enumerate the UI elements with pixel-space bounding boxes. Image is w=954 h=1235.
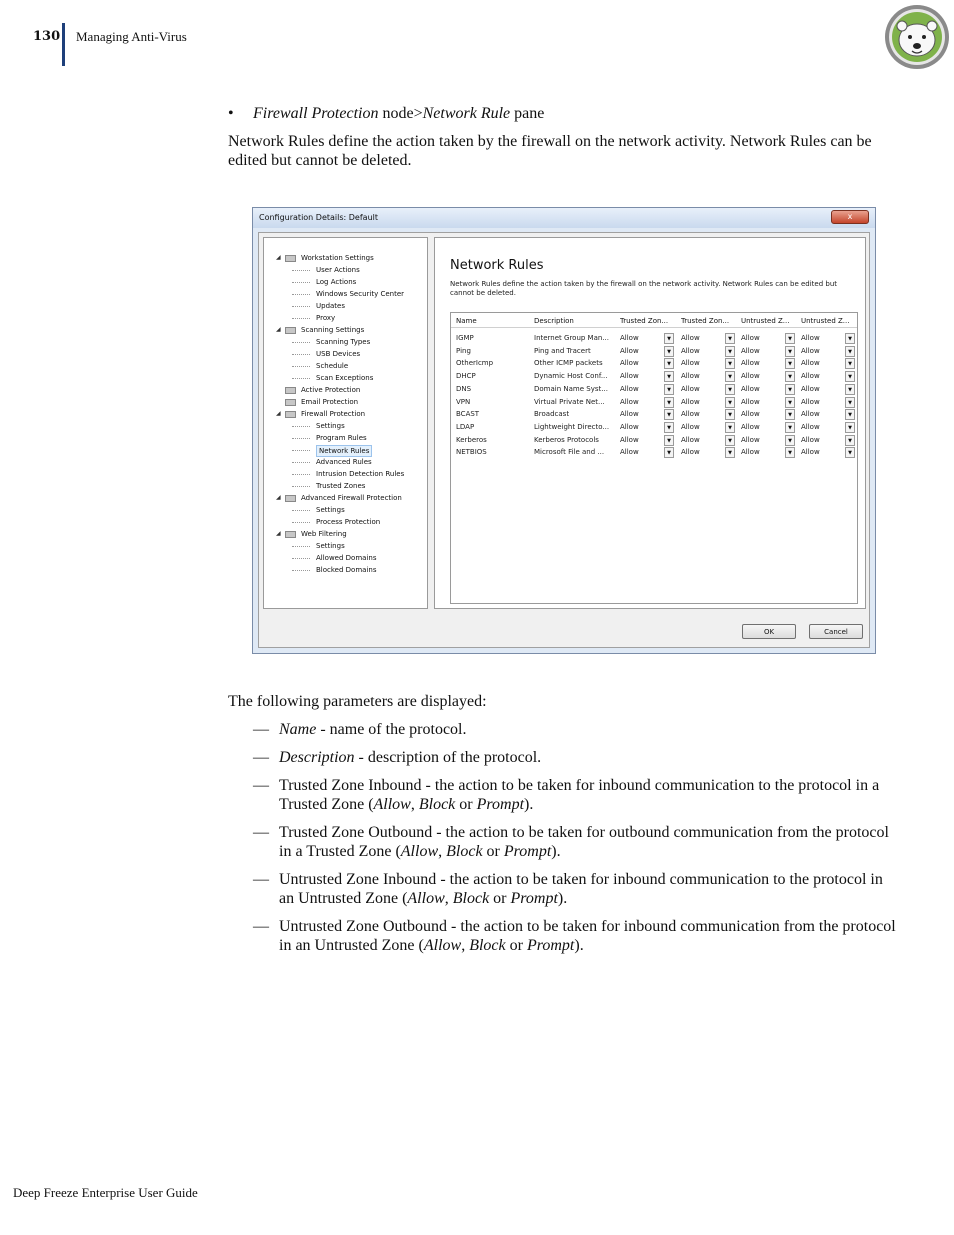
rule-action-value[interactable]: Allow — [801, 384, 820, 393]
tree-connector — [292, 546, 310, 547]
tree-item[interactable] — [264, 540, 429, 552]
column-header-name[interactable]: Name — [456, 317, 477, 325]
rule-name: LDAP — [456, 422, 475, 431]
rule-action-value[interactable]: Allow — [741, 372, 760, 381]
settings-node-icon — [285, 495, 296, 502]
tree-item[interactable] — [264, 468, 429, 480]
rule-action-value[interactable]: Allow — [741, 397, 760, 406]
tree-connector — [292, 462, 310, 463]
option-allow: Allow — [423, 937, 462, 954]
dash-mark: — — [253, 871, 269, 888]
option-prompt: Prompt — [526, 937, 575, 954]
tree-item-label: USB Devices — [316, 350, 361, 358]
param-item-untrusted-outbound — [228, 917, 896, 955]
configuration-dialog — [252, 207, 876, 654]
cancel-button[interactable]: Cancel — [809, 624, 863, 639]
rule-action-value[interactable]: Allow — [681, 435, 700, 444]
dropdown-arrow-icon[interactable]: ▼ — [664, 435, 674, 446]
rule-name: IGMP — [456, 334, 474, 342]
pane-description: Network Rules define the action taken by the firewall on the network activity. Network Rules can be edited but cannot be deleted. — [450, 280, 838, 297]
column-header-untrusted-outbound[interactable]: Untrusted Z... — [801, 317, 850, 325]
option-prompt: Prompt — [503, 843, 552, 860]
rule-action-value[interactable]: Allow — [681, 334, 700, 342]
tree-connector — [292, 366, 310, 367]
tree-item-label: Trusted Zones — [316, 482, 366, 490]
dropdown-arrow-icon[interactable]: ▼ — [785, 435, 795, 446]
footer-text: Deep Freeze Enterprise User Guide — [13, 1185, 198, 1200]
settings-node-icon — [285, 387, 296, 394]
tree-connector — [292, 270, 310, 271]
dropdown-arrow-icon[interactable]: ▼ — [725, 371, 735, 382]
table-row[interactable] — [451, 370, 857, 383]
option-prompt: Prompt — [510, 890, 558, 907]
param-end: ). — [574, 937, 584, 954]
rule-action-value[interactable]: Allow — [620, 384, 639, 393]
rule-action-value[interactable]: Allow — [620, 334, 639, 342]
expand-arrow-icon[interactable]: ◢ — [276, 530, 281, 537]
option-sep: , — [438, 843, 447, 860]
dash-mark: — — [253, 824, 269, 841]
rule-description: Lightweight Directo... — [534, 422, 610, 431]
tree-item[interactable] — [264, 312, 429, 324]
rule-action-value[interactable]: Allow — [681, 359, 700, 368]
table-row[interactable] — [451, 421, 857, 434]
table-row[interactable] — [451, 446, 857, 459]
rule-action-value[interactable]: Allow — [681, 384, 700, 393]
rule-name: Kerberos — [456, 435, 487, 444]
expand-arrow-icon[interactable]: ◢ — [276, 326, 281, 333]
param-lead: Trusted Zone Inbound — [279, 777, 422, 794]
rule-action-value[interactable]: Allow — [620, 397, 639, 406]
tree-connector — [292, 282, 310, 283]
polar-bear-logo-icon — [883, 3, 951, 71]
tree-connector — [292, 474, 310, 475]
dialog-body — [258, 232, 870, 648]
tree-connector — [292, 306, 310, 307]
rule-action-value[interactable]: Allow — [620, 422, 639, 431]
tree-item[interactable] — [264, 264, 429, 276]
rule-description: Virtual Private Net... — [534, 397, 605, 406]
rule-action-value[interactable]: Allow — [801, 334, 820, 342]
tree-item-label: Scanning Settings — [301, 326, 365, 334]
tree-item-label: Settings — [316, 422, 345, 430]
tree-item-label: Advanced Firewall Protection — [301, 494, 402, 502]
column-header-trusted-outbound[interactable]: Trusted Zon... — [681, 317, 730, 325]
tree-item-label: Workstation Settings — [301, 254, 374, 262]
option-sep: , — [410, 796, 419, 813]
rule-action-value[interactable]: Allow — [620, 372, 639, 381]
dropdown-arrow-icon[interactable]: ▼ — [725, 358, 735, 369]
settings-node-icon — [285, 327, 296, 334]
dropdown-arrow-icon[interactable]: ▼ — [664, 346, 674, 357]
rule-action-value[interactable]: Allow — [741, 346, 760, 355]
tree-item-label: Windows Security Center — [316, 290, 405, 298]
tree-item-label: Firewall Protection — [301, 410, 366, 418]
tree-item-label: Intrusion Detection Rules — [316, 470, 405, 478]
option-allow: Allow — [373, 796, 411, 813]
dropdown-arrow-icon[interactable]: ▼ — [845, 435, 855, 446]
dropdown-arrow-icon[interactable]: ▼ — [725, 435, 735, 446]
rule-action-value[interactable]: Allow — [681, 410, 700, 419]
option-or: or — [455, 796, 477, 813]
tree-item[interactable] — [264, 372, 429, 384]
tree-item-label: Settings — [316, 506, 345, 514]
tree-connector — [292, 426, 310, 427]
expand-arrow-icon[interactable]: ◢ — [276, 254, 281, 261]
tree-item[interactable] — [264, 480, 429, 492]
param-lead: Name — [279, 721, 317, 738]
tree-item-label: Blocked Domains — [316, 566, 377, 574]
table-row[interactable] — [451, 408, 857, 421]
option-sep: , — [461, 937, 470, 954]
option-prompt: Prompt — [476, 796, 525, 813]
intro-section — [228, 104, 896, 170]
intro-paragraph: Network Rules define the action taken by the firewall on the network activity. Network Rules can be edited but cannot be deleted. — [228, 133, 872, 169]
dropdown-arrow-icon[interactable]: ▼ — [664, 397, 674, 408]
tree-item[interactable] — [264, 396, 429, 408]
dropdown-arrow-icon[interactable]: ▼ — [785, 358, 795, 369]
rule-action-value[interactable]: Allow — [620, 359, 639, 368]
dropdown-arrow-icon[interactable]: ▼ — [725, 422, 735, 433]
tree-connector — [292, 438, 310, 439]
column-header-untrusted-inbound[interactable]: Untrusted Z... — [741, 317, 790, 325]
parameters-intro: The following parameters are displayed: — [228, 693, 487, 710]
rule-action-value[interactable]: Allow — [620, 410, 639, 419]
tree-item-label: Advanced Rules — [316, 458, 372, 466]
param-item-trusted-inbound — [228, 776, 896, 814]
tree-item[interactable] — [264, 420, 429, 432]
rule-action-value[interactable]: Allow — [801, 448, 820, 457]
rule-action-value[interactable]: Allow — [801, 346, 820, 355]
column-header-description[interactable]: Description — [534, 317, 574, 325]
settings-tree-pane — [263, 237, 428, 609]
option-sep: , — [444, 890, 453, 907]
tree-item[interactable] — [264, 288, 429, 300]
rule-name: DNS — [456, 384, 472, 393]
settings-node-icon — [285, 399, 296, 406]
option-block: Block — [469, 937, 506, 954]
dash-mark: — — [253, 918, 269, 935]
dropdown-arrow-icon[interactable]: ▼ — [785, 384, 795, 395]
rule-action-value[interactable]: Allow — [681, 372, 700, 381]
option-block: Block — [418, 796, 456, 813]
dialog-titlebar — [253, 208, 875, 228]
table-row[interactable] — [451, 383, 857, 396]
bullet-italic-1: Firewall Protection — [253, 105, 379, 122]
param-end: ). — [524, 796, 534, 813]
expand-arrow-icon[interactable]: ◢ — [276, 410, 281, 417]
dropdown-arrow-icon[interactable]: ▼ — [845, 409, 855, 420]
header-divider — [62, 23, 65, 66]
rule-name: VPN — [456, 397, 471, 406]
bullet-text-1: node> — [378, 105, 423, 122]
tree-item-label: Scan Exceptions — [316, 374, 374, 382]
table-row[interactable] — [451, 345, 857, 358]
tree-item[interactable] — [264, 444, 429, 456]
dash-mark: — — [253, 721, 269, 738]
param-text: - the action to be taken for outbound communication from the protocol in a Trusted Zone ( — [279, 824, 889, 860]
dropdown-arrow-icon[interactable]: ▼ — [725, 397, 735, 408]
dropdown-arrow-icon[interactable]: ▼ — [785, 397, 795, 408]
tree-connector — [292, 486, 310, 487]
section-title: Managing Anti-Virus — [76, 29, 187, 44]
tree-item[interactable] — [264, 552, 429, 564]
dropdown-arrow-icon[interactable]: ▼ — [664, 333, 674, 344]
param-text: - name of the protocol. — [316, 721, 467, 738]
tree-item[interactable] — [264, 360, 429, 372]
tree-item-label: Proxy — [316, 314, 336, 322]
param-text: - the action to be taken for inbound communication to the protocol in a Trusted Zone ( — [279, 777, 880, 813]
rule-action-value[interactable]: Allow — [741, 384, 760, 393]
settings-node-icon — [285, 411, 296, 418]
tree-item[interactable] — [264, 276, 429, 288]
tree-item-label: Web Filtering — [301, 530, 347, 538]
tree-item-label: Log Actions — [316, 278, 357, 286]
rule-action-value[interactable]: Allow — [741, 422, 760, 431]
tree-item[interactable] — [264, 300, 429, 312]
dropdown-arrow-icon[interactable]: ▼ — [845, 447, 855, 458]
pane-title: Network Rules — [450, 258, 544, 273]
column-header-trusted-inbound[interactable]: Trusted Zon... — [620, 317, 669, 325]
dropdown-arrow-icon[interactable]: ▼ — [664, 384, 674, 395]
param-lead: Untrusted Zone Outbound — [279, 918, 447, 935]
param-text: - the action to be taken for inbound communication to the protocol in an Untrusted Zone ( — [279, 871, 883, 907]
dropdown-arrow-icon[interactable]: ▼ — [664, 409, 674, 420]
tree-connector — [292, 294, 310, 295]
rule-action-value[interactable]: Allow — [620, 346, 639, 355]
tree-connector — [292, 558, 310, 559]
param-lead: Untrusted Zone Inbound — [279, 871, 437, 888]
settings-node-icon — [285, 531, 296, 538]
dropdown-arrow-icon[interactable]: ▼ — [785, 371, 795, 382]
tree-item[interactable] — [264, 492, 429, 504]
tree-item-label: Allowed Domains — [316, 554, 377, 562]
tree-item[interactable] — [264, 528, 429, 540]
tree-connector — [292, 354, 310, 355]
rule-name: BCAST — [456, 410, 480, 419]
tree-item[interactable] — [264, 432, 429, 444]
rule-action-value[interactable]: Allow — [741, 410, 760, 419]
rule-action-value[interactable]: Allow — [681, 346, 700, 355]
param-lead: Description — [279, 749, 355, 766]
rule-name: Ping — [456, 346, 471, 355]
option-allow: Allow — [400, 843, 439, 860]
tree-connector — [292, 318, 310, 319]
rule-description: Ping and Tracert — [534, 346, 591, 355]
table-row[interactable] — [451, 332, 857, 345]
tree-connector — [292, 342, 310, 343]
rule-description: Other ICMP packets — [534, 359, 603, 368]
network-rules-grid — [450, 312, 858, 604]
option-or: or — [489, 890, 511, 907]
rule-action-value[interactable]: Allow — [801, 422, 820, 431]
param-end: ). — [551, 843, 561, 860]
tree-item-label: Process Protection — [316, 518, 381, 526]
rule-action-value[interactable]: Allow — [801, 359, 820, 368]
tree-item[interactable] — [264, 564, 429, 576]
rule-name: OtherIcmp — [456, 359, 494, 368]
option-or: or — [482, 843, 504, 860]
table-row[interactable] — [451, 434, 857, 447]
expand-arrow-icon[interactable]: ◢ — [276, 494, 281, 501]
table-row[interactable] — [451, 396, 857, 409]
ok-button[interactable]: OK — [742, 624, 796, 639]
tree-item-label: User Actions — [316, 266, 360, 274]
parameters-section — [228, 692, 896, 955]
dropdown-arrow-icon[interactable]: ▼ — [664, 358, 674, 369]
tree-item[interactable] — [264, 384, 429, 396]
option-block: Block — [452, 890, 490, 907]
tree-item-label: Scanning Types — [316, 338, 371, 346]
tree-connector — [292, 378, 310, 379]
dialog-title: Configuration Details: Default — [259, 213, 378, 222]
dropdown-arrow-icon[interactable]: ▼ — [725, 409, 735, 420]
bullet-item — [228, 104, 896, 123]
dropdown-arrow-icon[interactable]: ▼ — [785, 422, 795, 433]
tree-item-label: Program Rules — [316, 434, 367, 442]
bullet-dot: • — [228, 105, 234, 122]
rule-action-value[interactable]: Allow — [801, 435, 820, 444]
rule-description: Broadcast — [534, 410, 570, 419]
dropdown-arrow-icon[interactable]: ▼ — [725, 447, 735, 458]
tree-item[interactable] — [264, 456, 429, 468]
tree-item[interactable] — [264, 252, 429, 264]
dropdown-arrow-icon[interactable]: ▼ — [785, 333, 795, 344]
tree-connector — [292, 450, 310, 451]
param-lead: Trusted Zone Outbound — [279, 824, 433, 841]
tree-item-label: Active Protection — [301, 386, 361, 394]
close-button[interactable]: x — [831, 210, 869, 224]
rule-description: Dynamic Host Conf... — [534, 372, 608, 381]
rule-description: Kerberos Protocols — [534, 435, 599, 444]
rule-action-value[interactable]: Allow — [620, 435, 639, 444]
dash-mark: — — [253, 749, 269, 766]
settings-tree — [264, 252, 429, 576]
rule-action-value[interactable]: Allow — [620, 448, 639, 457]
rule-action-value[interactable]: Allow — [741, 448, 760, 457]
bullet-text-2: pane — [510, 105, 545, 122]
tree-item[interactable] — [264, 348, 429, 360]
dropdown-arrow-icon[interactable]: ▼ — [785, 409, 795, 420]
param-item-untrusted-inbound — [228, 870, 896, 908]
param-text: - the action to be taken for inbound communication from the protocol in an Untrusted Zone ( — [279, 918, 896, 954]
param-item-description — [228, 748, 896, 767]
tree-item[interactable] — [264, 504, 429, 516]
tree-connector — [292, 570, 310, 571]
rule-description: Domain Name Syst... — [534, 384, 608, 393]
param-text: - description of the protocol. — [354, 749, 542, 766]
rule-action-value[interactable]: Allow — [681, 448, 700, 457]
network-rules-pane — [434, 237, 866, 609]
tree-item-label: Schedule — [316, 362, 349, 370]
rule-action-value[interactable]: Allow — [801, 410, 820, 419]
tree-item[interactable] — [264, 516, 429, 528]
rule-name: DHCP — [456, 372, 476, 381]
tree-item[interactable] — [264, 408, 429, 420]
param-item-trusted-outbound — [228, 823, 896, 861]
tree-item-label: Settings — [316, 542, 345, 550]
dropdown-arrow-icon[interactable]: ▼ — [785, 447, 795, 458]
option-or: or — [505, 937, 527, 954]
tree-item-label: Network Rules — [316, 445, 372, 457]
rule-action-value[interactable]: Allow — [801, 372, 820, 381]
tree-item-label: Email Protection — [301, 398, 359, 406]
tree-connector — [292, 522, 310, 523]
dropdown-arrow-icon[interactable]: ▼ — [845, 384, 855, 395]
rule-action-value[interactable]: Allow — [741, 435, 760, 444]
param-item-name — [228, 720, 896, 739]
option-block: Block — [446, 843, 483, 860]
dropdown-arrow-icon[interactable]: ▼ — [845, 358, 855, 369]
dash-mark: — — [253, 777, 269, 794]
page-number: 130 — [33, 29, 61, 44]
settings-node-icon — [285, 255, 296, 262]
tree-item[interactable] — [264, 336, 429, 348]
param-end: ). — [557, 890, 568, 907]
dropdown-arrow-icon[interactable]: ▼ — [785, 346, 795, 357]
dropdown-arrow-icon[interactable]: ▼ — [725, 346, 735, 357]
dropdown-arrow-icon[interactable]: ▼ — [664, 447, 674, 458]
rule-action-value[interactable]: Allow — [681, 422, 700, 431]
dropdown-arrow-icon[interactable]: ▼ — [725, 333, 735, 344]
table-row[interactable] — [451, 357, 857, 370]
option-allow: Allow — [407, 890, 445, 907]
tree-item-label: Updates — [316, 302, 345, 310]
dropdown-arrow-icon[interactable]: ▼ — [664, 422, 674, 433]
grid-header — [451, 313, 857, 328]
dropdown-arrow-icon[interactable]: ▼ — [845, 333, 855, 344]
rule-action-value[interactable]: Allow — [741, 334, 760, 342]
rule-description: Internet Group Man... — [534, 334, 609, 342]
dropdown-arrow-icon[interactable]: ▼ — [845, 371, 855, 382]
rule-description: Microsoft File and ... — [534, 448, 605, 457]
rule-action-value[interactable]: Allow — [801, 397, 820, 406]
bullet-italic-2: Network Rule — [422, 105, 511, 122]
dropdown-arrow-icon[interactable]: ▼ — [845, 422, 855, 433]
dropdown-arrow-icon[interactable]: ▼ — [725, 384, 735, 395]
rule-name: NETBIOS — [456, 448, 487, 457]
rule-action-value[interactable]: Allow — [681, 397, 700, 406]
dropdown-arrow-icon[interactable]: ▼ — [845, 346, 855, 357]
dropdown-arrow-icon[interactable]: ▼ — [845, 397, 855, 408]
rule-action-value[interactable]: Allow — [741, 359, 760, 368]
tree-connector — [292, 510, 310, 511]
tree-item[interactable] — [264, 324, 429, 336]
dropdown-arrow-icon[interactable]: ▼ — [664, 371, 674, 382]
